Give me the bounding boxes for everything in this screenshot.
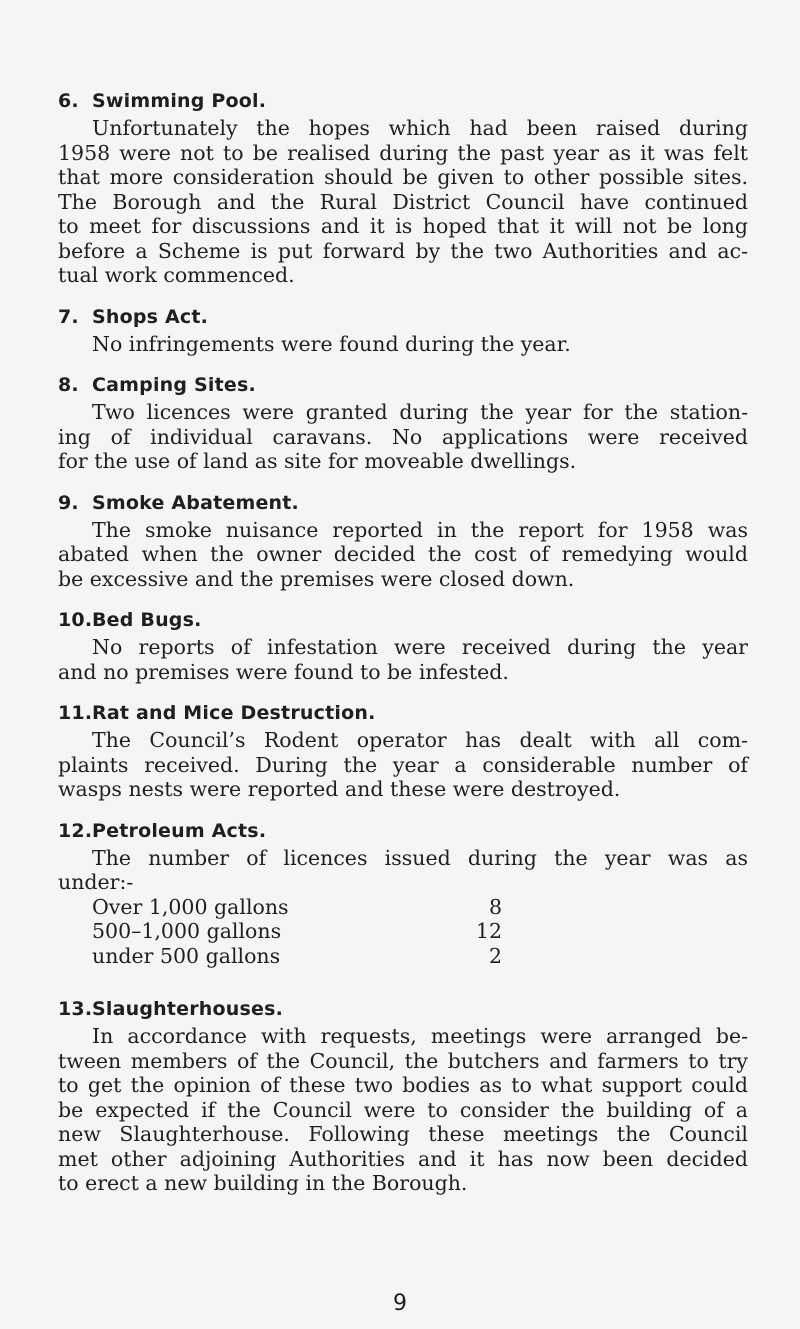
paragraph-line: be expected if the Council were to consider the building of a — [58, 1097, 748, 1122]
section-number: 12. — [58, 819, 93, 842]
paragraph-line: The smoke nuisance reported in the report for 1958 was — [92, 517, 748, 542]
paragraph-line: wasps nests were reported and these were destroyed. — [58, 777, 621, 801]
document-body — [58, 86, 748, 1210]
section-rat-and-mice-destruction — [58, 698, 748, 802]
paragraph-line: that more consideration should be given to other possible sites. — [58, 165, 748, 189]
paragraph-line: and no premises were found to be infested. — [58, 659, 509, 684]
paragraph-line: abated when the owner decided the cost of remedying would — [58, 542, 748, 566]
paragraph-line: met other adjoining Authorities and it has now been decided — [58, 1146, 748, 1171]
licence-count: 8 — [488, 894, 502, 919]
section-camping-sites — [58, 370, 748, 474]
section-title: Petroleum Acts. — [92, 819, 267, 842]
section-title: Shops Act. — [92, 305, 209, 328]
section-number: 7. — [58, 305, 79, 328]
paragraph-line: No infringements were found during the year. — [92, 331, 571, 356]
section-heading — [58, 302, 748, 332]
paragraph-line: Two licences were granted during the year for the station- — [92, 400, 748, 424]
section-number: 9. — [58, 491, 79, 514]
section-number: 6. — [58, 90, 79, 112]
section-petroleum-acts — [58, 816, 748, 969]
paragraph-line: new Slaughterhouse. Following these meetings the Council — [58, 1122, 748, 1146]
section-number: 8. — [58, 374, 79, 396]
paragraph-line: 1958 were not to be realised during the past year as it was felt — [58, 140, 748, 165]
paragraph-line: tween members of the Council, the butchers and farmers to try — [58, 1048, 748, 1073]
licence-table — [92, 895, 502, 969]
licence-category: Over 1,000 gallons — [92, 894, 289, 919]
section-swimming-pool — [58, 86, 748, 288]
section-heading — [58, 605, 748, 635]
paragraph-line: for the use of land as site for moveable dwellings. — [58, 449, 577, 473]
licence-row — [92, 944, 502, 969]
paragraph-line: In accordance with requests, meetings were arranged be- — [92, 1024, 748, 1048]
licence-row — [92, 919, 502, 944]
section-number: 11. — [58, 702, 93, 724]
section-heading — [58, 86, 748, 116]
paragraph-line: The Council’s Rodent operator has dealt with all com- — [92, 728, 748, 752]
page-number: 9 — [393, 1291, 407, 1316]
section-title: Bed Bugs. — [92, 609, 202, 631]
paragraph-line: ing of individual caravans. No applications were received — [58, 424, 748, 449]
section-title: Slaughterhouses. — [92, 998, 284, 1020]
licence-count: 12 — [475, 919, 502, 943]
licence-count: 2 — [488, 943, 502, 968]
licence-row — [92, 895, 502, 920]
section-smoke-abatement — [58, 488, 748, 592]
section-heading — [58, 816, 748, 846]
paragraph-line: The number of licences issued during the year was as — [92, 845, 748, 870]
section-title: Swimming Pool. — [92, 90, 267, 112]
section-number: 10. — [58, 609, 93, 631]
licence-category: under 500 gallons — [92, 943, 281, 968]
section-heading — [58, 370, 748, 400]
paragraph-line: be excessive and the premises were closed down. — [58, 566, 575, 591]
section-title: Rat and Mice Destruction. — [92, 702, 376, 724]
section-heading — [58, 994, 748, 1024]
paragraph-line: tual work commenced. — [58, 263, 295, 287]
licence-category: 500–1,000 gallons — [92, 919, 282, 943]
section-heading — [58, 698, 748, 728]
paragraph-line: Unfortunately the hopes which had been raised during — [92, 116, 748, 140]
section-slaughterhouses — [58, 994, 748, 1196]
paragraph-line: The Borough and the Rural District Council have continued — [58, 189, 748, 214]
section-title: Camping Sites. — [92, 374, 256, 396]
paragraph-line: plaints received. During the year a considerable number of — [58, 752, 748, 777]
section-heading — [58, 488, 748, 518]
paragraph-line: before a Scheme is put forward by the two Authorities and ac- — [58, 238, 748, 263]
section-title: Smoke Abatement. — [92, 491, 299, 514]
paragraph-line: to get the opinion of these two bodies as to what support could — [58, 1073, 748, 1097]
section-bed-bugs — [58, 605, 748, 684]
section-number: 13. — [58, 998, 93, 1020]
paragraph-line: No reports of infestation were received during the year — [92, 635, 748, 659]
paragraph-line: to meet for discussions and it is hoped that it will not be long — [58, 214, 748, 238]
section-shops-act — [58, 302, 748, 357]
paragraph-line: to erect a new building in the Borough. — [58, 1171, 468, 1195]
paragraph-line: under:- — [58, 870, 134, 894]
